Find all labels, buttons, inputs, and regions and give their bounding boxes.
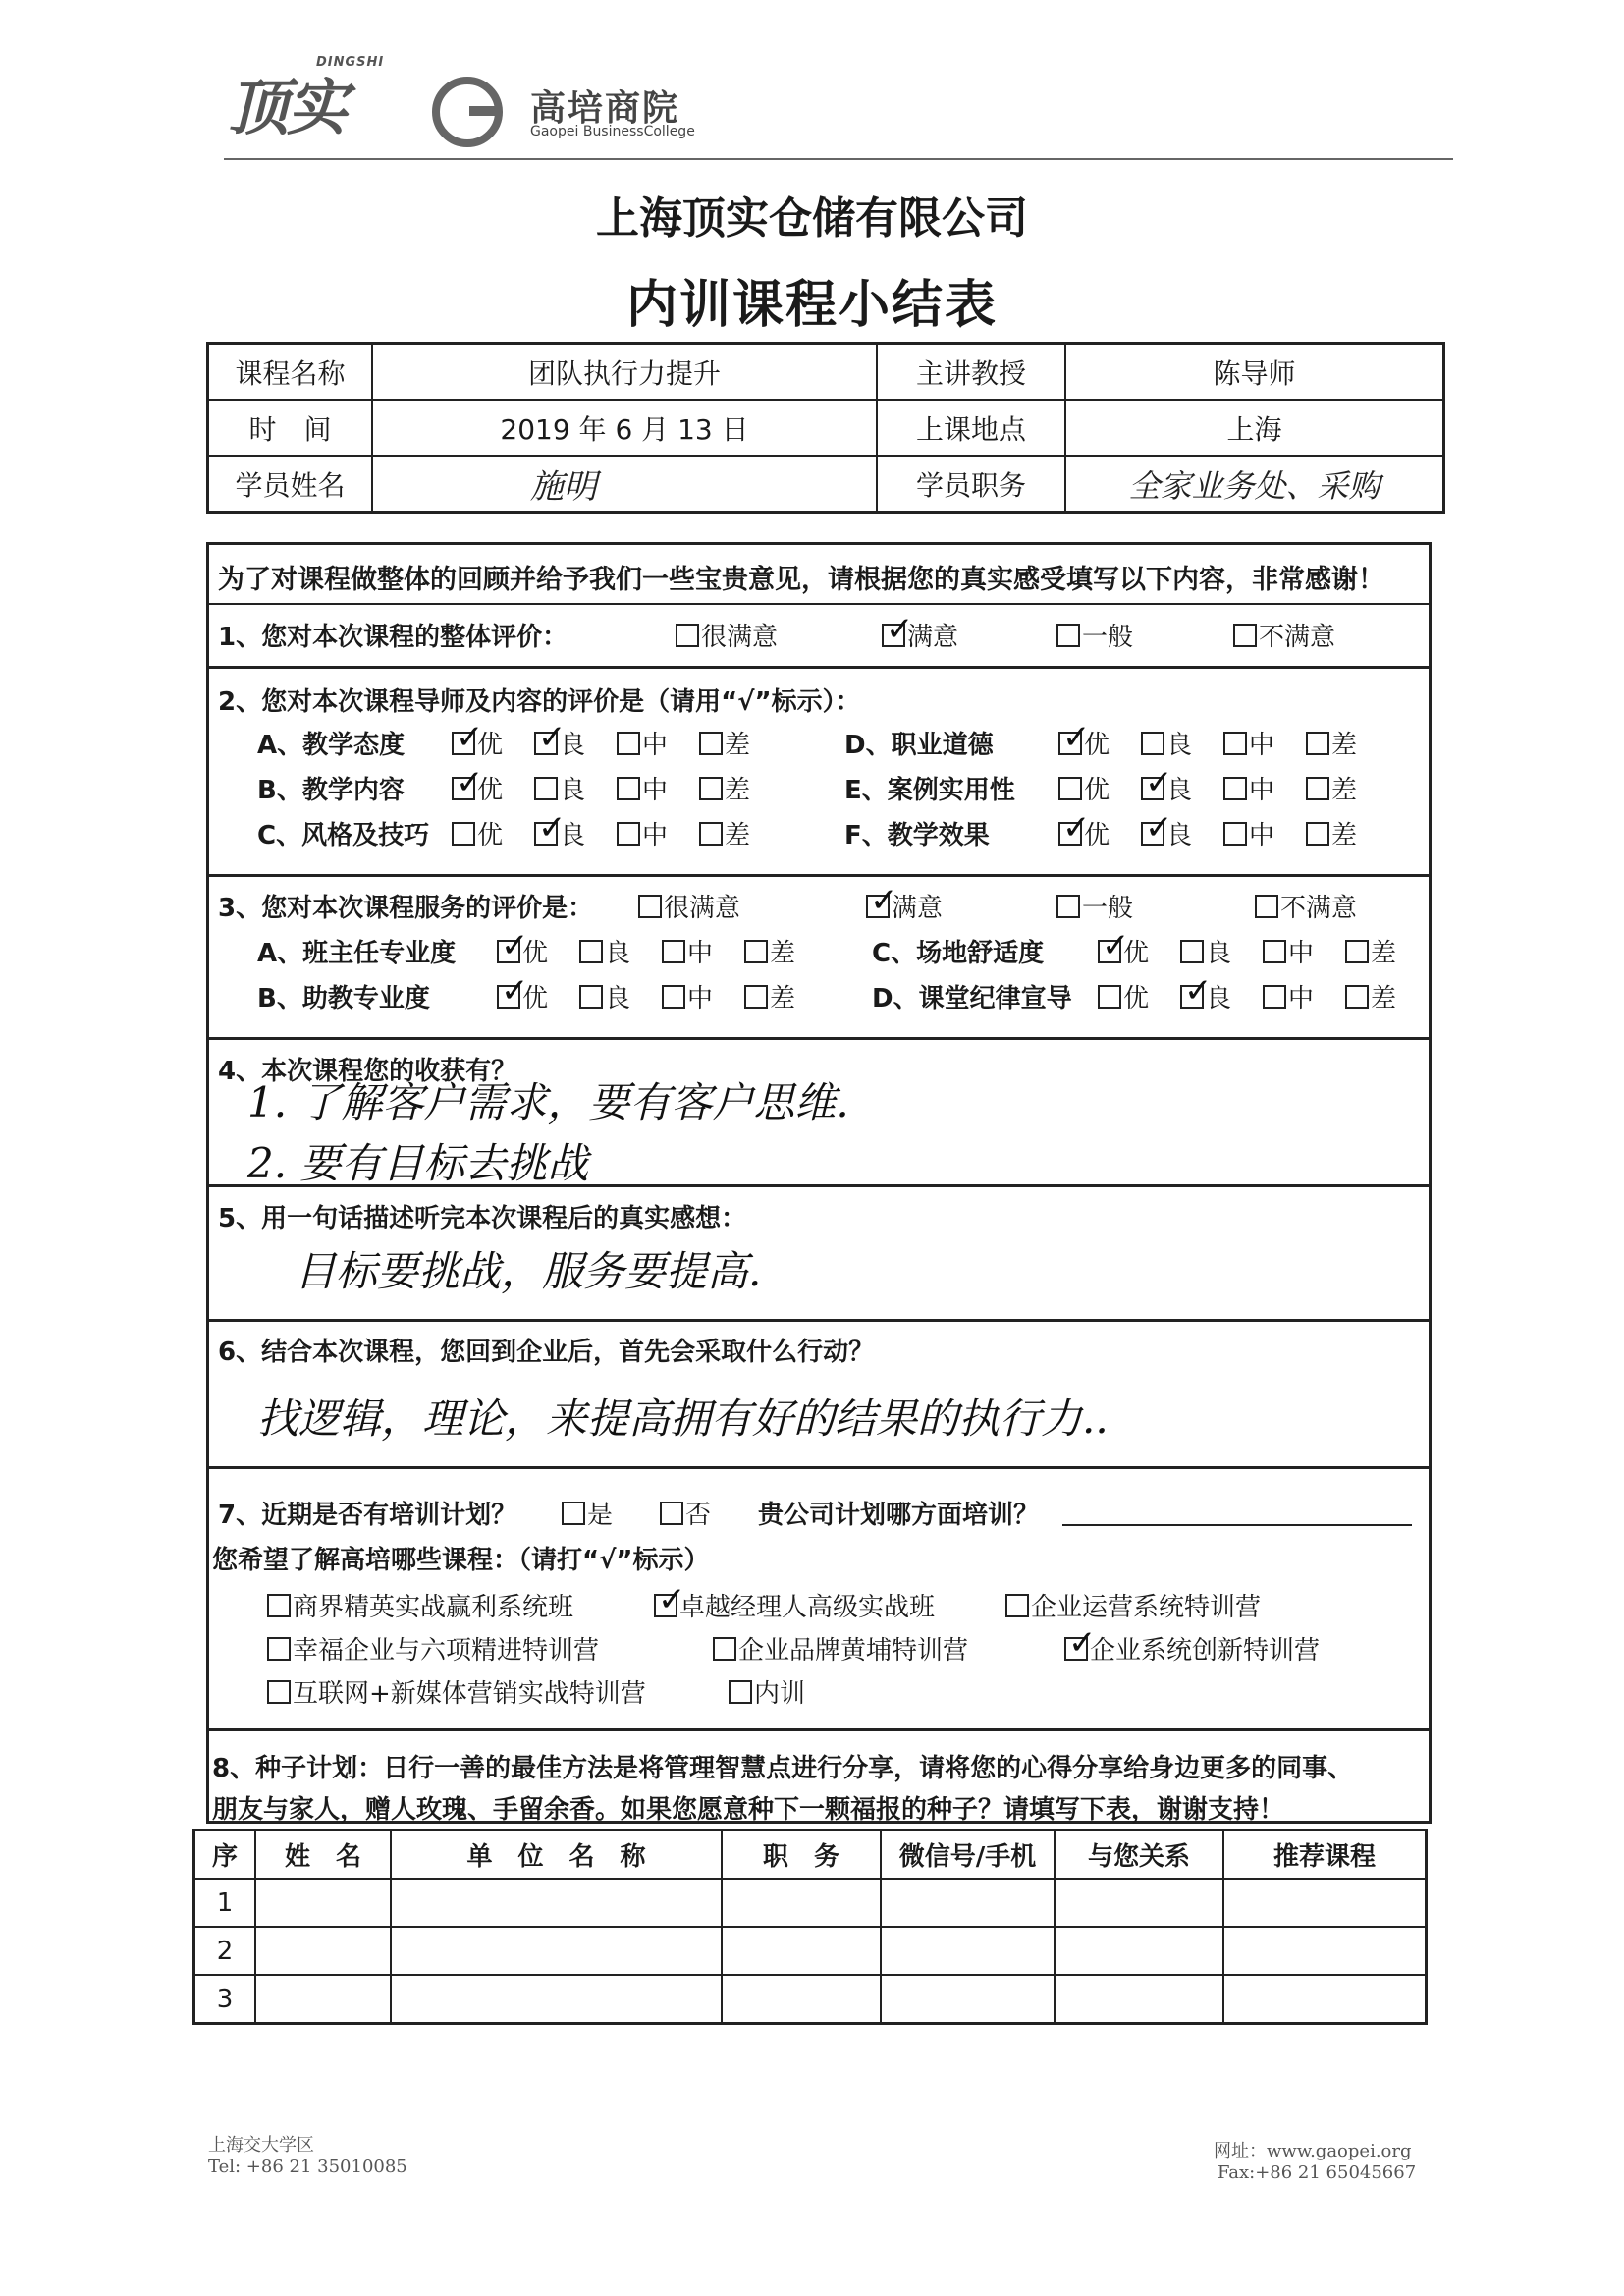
- cell-course[interactable]: [1223, 1975, 1427, 2024]
- q2-item-label: E、案例实用性: [844, 776, 1015, 805]
- q2-grade-option[interactable]: ✓ 优: [452, 770, 503, 806]
- q2-item-label: F、教学效果: [844, 821, 990, 850]
- footer-fax: Fax:+86 21 65045667: [1218, 2162, 1417, 2183]
- cell-name[interactable]: [255, 1879, 391, 1927]
- q2-grade-option[interactable]: 差: [1306, 770, 1357, 806]
- header-divider: [224, 158, 1453, 160]
- q8-text-2: 朋友与家人，赠人玫瑰、手留余香。如果您愿意种下一颗福报的种子？请填写下表，谢谢支持！: [212, 1795, 1285, 1825]
- teacher-value[interactable]: 陈导师: [1065, 344, 1444, 401]
- row-index: 2: [194, 1927, 256, 1975]
- student-name[interactable]: 施明: [372, 456, 877, 513]
- gaopei-logo-bar: [469, 106, 499, 116]
- q8-text-1: 8、种子计划：日行一善的最佳方法是将管理智慧点进行分享，请将您的心得分享给身边更多的同事、: [212, 1754, 1354, 1783]
- q7-plan-question: 贵公司计划哪方面培训？: [758, 1501, 1040, 1530]
- q7-no-option[interactable]: 否: [660, 1495, 711, 1531]
- q2-grade-option[interactable]: ✓ 良: [534, 815, 585, 851]
- q6-answer[interactable]: 找逻辑，理论，来提高拥有好的结果的执行力..: [257, 1394, 1109, 1443]
- q7-courses-question: 您希望了解高培哪些课程：（请打“√”标示）: [212, 1546, 710, 1575]
- q2-grade-option[interactable]: 差: [699, 770, 750, 806]
- q2-item-label: D、职业道德: [844, 731, 994, 760]
- q3-grade-option[interactable]: 良: [579, 933, 630, 969]
- q2-grade-option[interactable]: 中: [1223, 770, 1274, 806]
- course-info-table: [206, 342, 1445, 514]
- q1-option-average[interactable]: 一般: [1056, 617, 1133, 653]
- cell-company[interactable]: [391, 1927, 722, 1975]
- cell-position[interactable]: [722, 1879, 881, 1927]
- q2-item-label: C、风格及技巧: [257, 821, 430, 850]
- q2-grade-option[interactable]: ✓ 良: [534, 725, 585, 761]
- q7-text: 7、近期是否有培训计划？: [218, 1501, 517, 1530]
- form-title: 内训课程小结表: [625, 276, 998, 335]
- q2-item-label: B、教学内容: [257, 776, 405, 805]
- q7-course-option[interactable]: ✓ 企业系统创新特训营: [1064, 1630, 1320, 1667]
- q7-course-option[interactable]: 互联网+新媒体营销实战特训营: [267, 1673, 646, 1710]
- q2-grade-option[interactable]: 良: [534, 770, 585, 806]
- cell-relation[interactable]: [1055, 1879, 1223, 1927]
- q7-course-option[interactable]: 内训: [729, 1673, 805, 1710]
- q2-grade-option[interactable]: 差: [1306, 725, 1357, 761]
- q2-grade-option[interactable]: ✓ 良: [1141, 815, 1192, 851]
- q3-item-label: D、课堂纪律宣导: [872, 984, 1072, 1013]
- company-name: 上海顶实仓储有限公司: [596, 193, 1028, 244]
- cell-company[interactable]: [391, 1879, 722, 1927]
- col-relation: 与您关系: [1055, 1831, 1223, 1880]
- cell-course[interactable]: [1223, 1927, 1427, 1975]
- q7-course-option[interactable]: 企业运营系统特训营: [1005, 1587, 1261, 1623]
- position-label: 学员职务: [877, 456, 1065, 513]
- cell-wechat[interactable]: [881, 1975, 1055, 2024]
- cell-position[interactable]: [722, 1975, 881, 2024]
- q3-grade-option[interactable]: 差: [1345, 978, 1396, 1014]
- q3-grade-option[interactable]: ✓ 良: [1180, 978, 1231, 1014]
- q2-text: 2、您对本次课程导师及内容的评价是（请用“√”标示）：: [218, 687, 861, 717]
- gaopei-logo-cn: 高培商院: [530, 88, 680, 129]
- col-name: 姓 名: [255, 1831, 391, 1880]
- q3-option-very-satisfied[interactable]: 很满意: [638, 888, 740, 924]
- q1-option-satisfied[interactable]: ✓ 满意: [882, 617, 958, 653]
- col-company: 单 位 名 称: [391, 1831, 722, 1880]
- teacher-label: 主讲教授: [877, 344, 1065, 401]
- place-label: 上课地点: [877, 400, 1065, 456]
- q3-grade-option[interactable]: 差: [744, 978, 795, 1014]
- col-course: 推荐课程: [1223, 1831, 1427, 1880]
- q1-option-unsatisfied[interactable]: 不满意: [1233, 617, 1335, 653]
- q3-grade-option[interactable]: 优: [1098, 978, 1149, 1014]
- dingshi-logo: 顶实: [228, 72, 347, 143]
- q2-grade-option[interactable]: 中: [617, 815, 668, 851]
- footer-website: 网址：www.gaopei.org: [1214, 2141, 1412, 2161]
- q4-answer-2[interactable]: 2. 要有目标去挑战: [247, 1139, 589, 1187]
- time-label: 时 间: [208, 400, 373, 456]
- name-label: 学员姓名: [208, 456, 373, 513]
- q4-answer-1[interactable]: 1. 了解客户需求，要有客户思维.: [247, 1078, 849, 1126]
- q3-grade-option[interactable]: 良: [1180, 933, 1231, 969]
- cell-name[interactable]: [255, 1927, 391, 1975]
- q3-item-label: C、场地舒适度: [872, 939, 1045, 968]
- gaopei-logo-en: Gaopei BusinessCollege: [530, 124, 695, 139]
- q7-yes-option[interactable]: 是: [562, 1495, 613, 1531]
- q2-grade-option[interactable]: ✓ 良: [1141, 770, 1192, 806]
- place-value[interactable]: 上海: [1065, 400, 1444, 456]
- q3-grade-option[interactable]: ✓ 优: [497, 978, 548, 1014]
- course-label: 课程名称: [208, 344, 373, 401]
- q3-option-satisfied[interactable]: ✓ 满意: [866, 888, 943, 924]
- cell-name[interactable]: [255, 1975, 391, 2024]
- row-index: 3: [194, 1975, 256, 2024]
- q3-grade-option[interactable]: 中: [662, 978, 713, 1014]
- course-value[interactable]: 团队执行力提升: [372, 344, 877, 401]
- time-value[interactable]: 2019 年 6 月 13 日: [372, 400, 877, 456]
- q6-text: 6、结合本次课程，您回到企业后，首先会采取什么行动？: [218, 1338, 875, 1367]
- q1-text: 1、您对本次课程的整体评价：: [218, 623, 568, 652]
- intro-text: 为了对课程做整体的回顾并给予我们一些宝贵意见，请根据您的真实感受填写以下内容，非常感谢！: [218, 565, 1384, 595]
- q2-grade-option[interactable]: ✓ 优: [452, 725, 503, 761]
- footer-tel: Tel: +86 21 35010085: [208, 2157, 407, 2177]
- q2-grade-option[interactable]: 中: [617, 725, 668, 761]
- q7-plan-answer-line[interactable]: [1062, 1524, 1412, 1526]
- q1-option-very-satisfied[interactable]: 很满意: [676, 617, 778, 653]
- cell-relation[interactable]: [1055, 1975, 1223, 2024]
- q2-grade-option[interactable]: 差: [1306, 815, 1357, 851]
- q4-text: 4、本次课程您的收获有？: [218, 1057, 517, 1086]
- q3-grade-option[interactable]: 差: [1345, 933, 1396, 969]
- q5-answer[interactable]: 目标要挑战，服务要提高.: [295, 1247, 762, 1295]
- q3-grade-option[interactable]: 中: [1263, 933, 1314, 969]
- q7-course-option[interactable]: 企业品牌黄埔特训营: [713, 1630, 968, 1667]
- q2-grade-option[interactable]: ✓ 优: [1058, 815, 1110, 851]
- dingshi-logo-en: DINGSHI: [316, 55, 385, 70]
- q7-course-option[interactable]: 幸福企业与六项精进特训营: [267, 1630, 599, 1667]
- q2-grade-option[interactable]: 优: [1058, 770, 1110, 806]
- col-index: 序: [194, 1831, 256, 1880]
- q2-grade-option[interactable]: 中: [1223, 815, 1274, 851]
- col-wechat: 微信号/手机: [881, 1831, 1055, 1880]
- q3-option-average[interactable]: 一般: [1056, 888, 1133, 924]
- referral-table: [192, 1829, 1428, 2025]
- q3-option-unsatisfied[interactable]: 不满意: [1255, 888, 1357, 924]
- q3-grade-option[interactable]: 中: [662, 933, 713, 969]
- student-position[interactable]: 全家业务处、采购: [1065, 456, 1444, 513]
- q2-grade-option[interactable]: ✓ 优: [1058, 725, 1110, 761]
- q3-item-label: A、班主任专业度: [257, 939, 457, 968]
- cell-relation[interactable]: [1055, 1927, 1223, 1975]
- table-row: [194, 1879, 1427, 1927]
- q7-course-option[interactable]: 商界精英实战赢利系统班: [267, 1587, 573, 1623]
- cell-course[interactable]: [1223, 1879, 1427, 1927]
- q3-grade-option[interactable]: ✓ 优: [1098, 933, 1149, 969]
- table-row: [194, 1975, 1427, 2024]
- q5-text: 5、用一句话描述听完本次课程后的真实感想：: [218, 1204, 747, 1233]
- cell-position[interactable]: [722, 1927, 881, 1975]
- q3-text: 3、您对本次课程服务的评价是：: [218, 894, 594, 923]
- q2-grade-option[interactable]: 优: [452, 815, 503, 851]
- q2-grade-option[interactable]: 良: [1141, 725, 1192, 761]
- q2-item-label: A、教学态度: [257, 731, 406, 760]
- q3-item-label: B、助教专业度: [257, 984, 430, 1013]
- table-row: [194, 1927, 1427, 1975]
- q3-grade-option[interactable]: 中: [1263, 978, 1314, 1014]
- q2-grade-option[interactable]: 差: [699, 725, 750, 761]
- q2-grade-option[interactable]: 中: [1223, 725, 1274, 761]
- q3-grade-option[interactable]: 良: [579, 978, 630, 1014]
- q2-grade-option[interactable]: 差: [699, 815, 750, 851]
- q3-grade-option[interactable]: 差: [744, 933, 795, 969]
- q7-course-option[interactable]: ✓ 卓越经理人高级实战班: [654, 1587, 935, 1623]
- cell-wechat[interactable]: [881, 1927, 1055, 1975]
- col-position: 职 务: [722, 1831, 881, 1880]
- footer-campus: 上海交大学区: [208, 2135, 314, 2156]
- q3-grade-option[interactable]: ✓ 优: [497, 933, 548, 969]
- cell-wechat[interactable]: [881, 1879, 1055, 1927]
- cell-company[interactable]: [391, 1975, 722, 2024]
- q2-grade-option[interactable]: 中: [617, 770, 668, 806]
- row-index: 1: [194, 1879, 256, 1927]
